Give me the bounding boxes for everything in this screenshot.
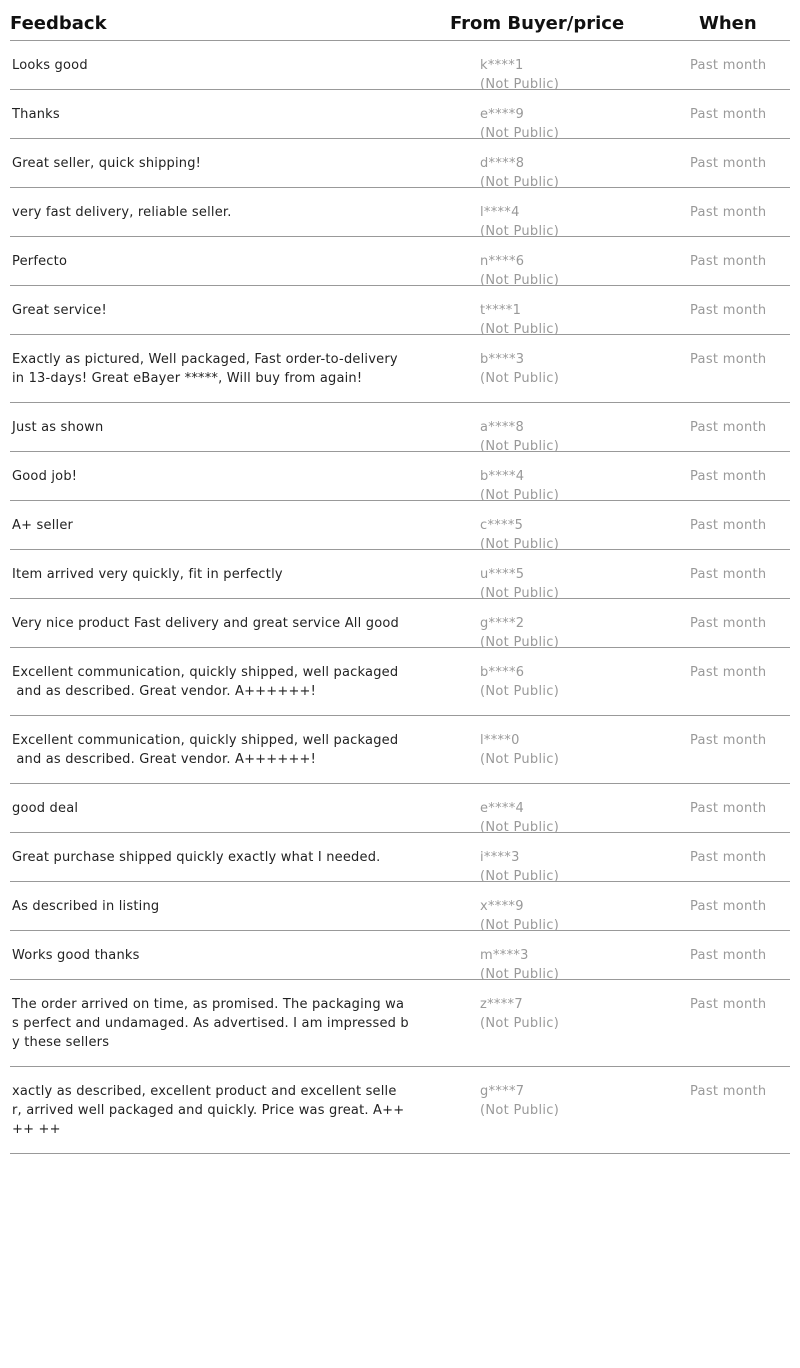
buyer-name: i****3: [480, 850, 520, 865]
buyer-name: x****9: [480, 899, 524, 914]
table-row: [10, 188, 790, 237]
feedback-comment: Excellent communication, quickly shipped, well packaged and as described. Great vendor. A++++++!: [12, 733, 399, 767]
buyer-name: l****0: [480, 733, 520, 748]
buyer-name: n****6: [480, 254, 525, 269]
feedback-comment: Good job!: [12, 469, 78, 484]
feedback-when: Past month: [690, 850, 767, 865]
buyer-name: a****8: [480, 420, 525, 435]
buyer-cell: [480, 799, 559, 837]
feedback-when: Past month: [690, 205, 767, 220]
buyer-name: b****3: [480, 352, 525, 367]
feedback-comment: Excellent communication, quickly shipped, well packaged and as described. Great vendor. A++++++!: [12, 665, 399, 699]
table-row: [10, 286, 790, 335]
table-row: [10, 882, 790, 931]
table-row: [10, 833, 790, 882]
buyer-visibility: (Not Public): [480, 1103, 560, 1118]
buyer-name: c****5: [480, 518, 524, 533]
table-row: [10, 550, 790, 599]
buyer-visibility: (Not Public): [480, 77, 560, 92]
buyer-visibility: (Not Public): [480, 586, 560, 601]
feedback-comment: good deal: [12, 801, 79, 816]
buyer-cell: [480, 995, 559, 1033]
feedback-when: Past month: [690, 107, 767, 122]
buyer-visibility: (Not Public): [480, 967, 560, 982]
buyer-visibility: (Not Public): [480, 752, 560, 767]
buyer-visibility: (Not Public): [480, 439, 560, 454]
buyer-cell: [480, 516, 559, 554]
buyer-cell: [480, 614, 559, 652]
feedback-comment: very fast delivery, reliable seller.: [12, 205, 232, 220]
buyer-name: g****2: [480, 616, 525, 631]
table-row: [10, 599, 790, 648]
buyer-cell: [480, 350, 559, 388]
buyer-cell: [480, 418, 559, 456]
buyer-cell: [480, 154, 559, 192]
buyer-cell: [480, 105, 559, 143]
buyer-cell: [480, 252, 559, 290]
buyer-visibility: (Not Public): [480, 918, 560, 933]
feedback-comment: As described in listing: [12, 899, 160, 914]
buyer-name: m****3: [480, 948, 529, 963]
buyer-name: b****6: [480, 665, 525, 680]
buyer-name: b****4: [480, 469, 525, 484]
feedback-comment: Item arrived very quickly, fit in perfectly: [12, 567, 283, 582]
feedback-comment: xactly as described, excellent product and excellent selle r, arrived well packaged and quickly. Price was great. A++ ++ ++: [12, 1084, 405, 1137]
buyer-cell: [480, 301, 559, 339]
buyer-cell: [480, 663, 559, 701]
buyer-visibility: (Not Public): [480, 869, 560, 884]
feedback-when: Past month: [690, 1084, 767, 1099]
table-row: [10, 41, 790, 90]
feedback-comment: Perfecto: [12, 254, 68, 269]
feedback-when: Past month: [690, 899, 767, 914]
buyer-name: u****5: [480, 567, 525, 582]
feedback-comment: The order arrived on time, as promised. The packaging wa s perfect and undamaged. As advertised. I am impressed b y these sellers: [12, 997, 409, 1050]
buyer-visibility: (Not Public): [480, 175, 560, 190]
feedback-when: Past month: [690, 303, 767, 318]
table-row: [10, 1067, 790, 1154]
feedback-when: Past month: [690, 518, 767, 533]
feedback-when: Past month: [690, 665, 767, 680]
buyer-name: d****8: [480, 156, 525, 171]
buyer-visibility: (Not Public): [480, 322, 560, 337]
buyer-name: k****1: [480, 58, 524, 73]
table-row: [10, 403, 790, 452]
buyer-visibility: (Not Public): [480, 224, 560, 239]
feedback-when: Past month: [690, 352, 767, 367]
header-from-buyer-price: From Buyer/price: [450, 13, 625, 34]
feedback-comment: Very nice product Fast delivery and great service All good: [12, 616, 399, 631]
feedback-comment: Exactly as pictured, Well packaged, Fast order-to-delivery in 13-days! Great eBayer *****, Will buy from again!: [12, 352, 398, 386]
buyer-cell: [480, 946, 559, 984]
header-feedback: Feedback: [10, 13, 107, 34]
feedback-comment: A+ seller: [12, 518, 74, 533]
buyer-visibility: (Not Public): [480, 820, 560, 835]
table-row: [10, 237, 790, 286]
buyer-name: t****1: [480, 303, 522, 318]
buyer-name: e****9: [480, 107, 525, 122]
feedback-comment: Great purchase shipped quickly exactly what I needed.: [12, 850, 381, 865]
feedback-comment: Great seller, quick shipping!: [12, 156, 202, 171]
feedback-when: Past month: [690, 801, 767, 816]
buyer-name: z****7: [480, 997, 523, 1012]
buyer-cell: [480, 848, 559, 886]
buyer-visibility: (Not Public): [480, 537, 560, 552]
buyer-visibility: (Not Public): [480, 488, 560, 503]
buyer-visibility: (Not Public): [480, 684, 560, 699]
table-row: [10, 501, 790, 550]
table-row: [10, 139, 790, 188]
buyer-visibility: (Not Public): [480, 635, 560, 650]
buyer-name: g****7: [480, 1084, 525, 1099]
feedback-comment: Thanks: [12, 107, 60, 122]
table-row: [10, 452, 790, 501]
buyer-cell: [480, 897, 559, 935]
feedback-when: Past month: [690, 733, 767, 748]
table-row: [10, 716, 790, 784]
header-when: When: [699, 13, 757, 34]
buyer-visibility: (Not Public): [480, 126, 560, 141]
table-row: [10, 980, 790, 1067]
buyer-visibility: (Not Public): [480, 273, 560, 288]
buyer-cell: [480, 203, 559, 241]
feedback-when: Past month: [690, 567, 767, 582]
feedback-comment: Looks good: [12, 58, 88, 73]
feedback-when: Past month: [690, 997, 767, 1012]
table-row: [10, 90, 790, 139]
feedback-comment: Just as shown: [12, 420, 104, 435]
buyer-cell: [480, 1082, 559, 1120]
buyer-cell: [480, 731, 559, 769]
table-row: [10, 335, 790, 403]
table-row: [10, 648, 790, 716]
buyer-cell: [480, 565, 559, 603]
buyer-name: l****4: [480, 205, 520, 220]
feedback-when: Past month: [690, 58, 767, 73]
buyer-name: e****4: [480, 801, 525, 816]
feedback-when: Past month: [690, 616, 767, 631]
buyer-visibility: (Not Public): [480, 1016, 560, 1031]
table-row: [10, 931, 790, 980]
feedback-rows: [10, 41, 790, 1154]
buyer-visibility: (Not Public): [480, 371, 560, 386]
feedback-table: [10, 0, 790, 1154]
table-row: [10, 784, 790, 833]
buyer-cell: [480, 467, 559, 505]
feedback-comment: Works good thanks: [12, 948, 140, 963]
feedback-comment: Great service!: [12, 303, 107, 318]
feedback-when: Past month: [690, 948, 767, 963]
table-header: [10, 0, 790, 41]
buyer-cell: [480, 56, 559, 94]
feedback-when: Past month: [690, 420, 767, 435]
feedback-when: Past month: [690, 156, 767, 171]
feedback-when: Past month: [690, 469, 767, 484]
feedback-when: Past month: [690, 254, 767, 269]
